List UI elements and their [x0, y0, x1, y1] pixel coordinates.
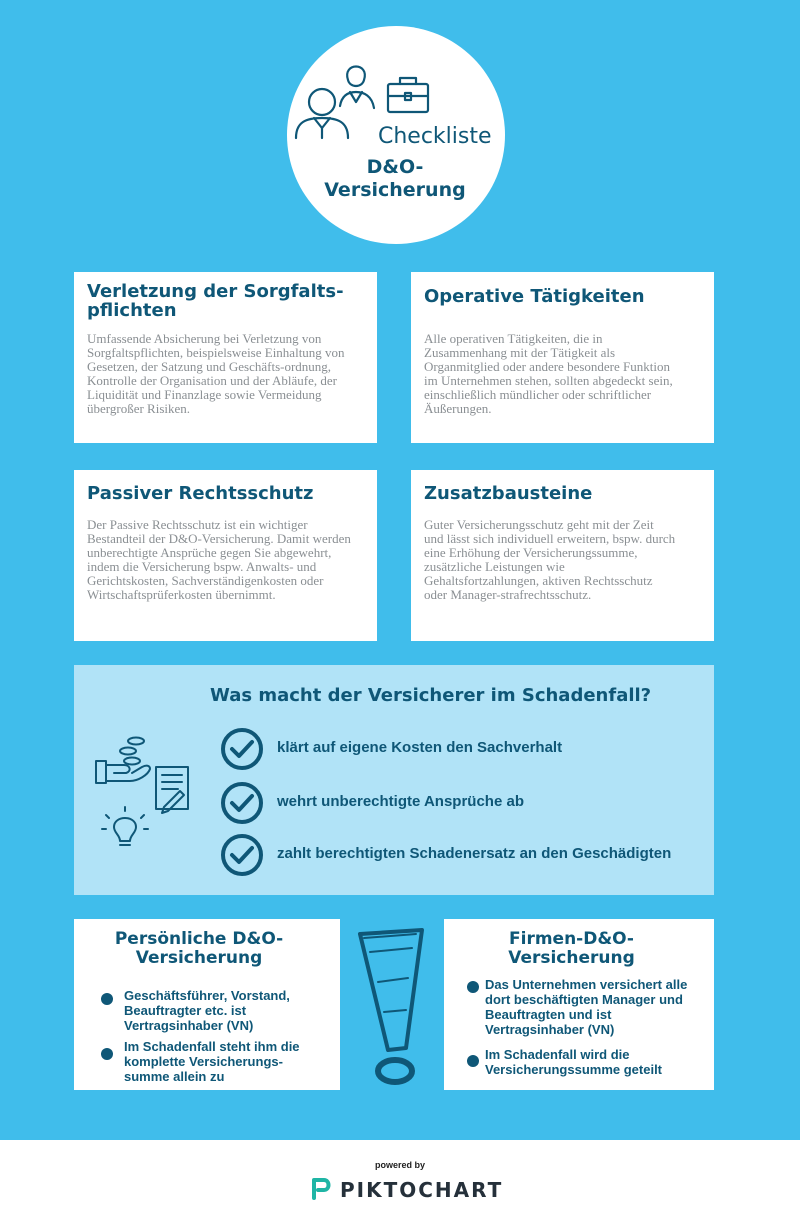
- company-do-card: [444, 919, 714, 1090]
- claims-item-text: zahlt berechtigten Schadenersatz an den Geschädigten: [277, 845, 672, 862]
- company-bullet: Das Unternehmen versichert alle dort beschäftigten Manager und Beauftragten und ist Vertragsinhaber (VN): [485, 977, 688, 1037]
- card-text: Alle operativen Tätigkeiten, die in Zusammenhang mit der Tätigkeit als Organmitglied oder andere besondere Funktion im Unternehmen stehen, sollten abgedeckt sein, einschließlich mündlicher oder schriftlicher Äußerungen.: [424, 331, 673, 416]
- piktochart-brand[interactable]: PIKTOCHART: [340, 1178, 504, 1202]
- card-title: Passiver Rechtsschutz: [87, 483, 314, 504]
- card-sorgfaltspflichten: [74, 272, 377, 443]
- checkmark-circle-icon: [220, 727, 264, 771]
- exclamation-mark-icon: [356, 922, 428, 1088]
- card-operative-taetigkeiten: [411, 272, 714, 443]
- header-title: D&O-Versicherung: [324, 156, 466, 201]
- claims-item-text: wehrt unberechtigte Ansprüche ab: [277, 793, 524, 810]
- powered-by-label: powered by: [374, 1160, 425, 1170]
- card-title: Verletzung der Sorgfalts-pflichten: [87, 281, 344, 321]
- claims-item-text: klärt auf eigene Kosten den Sachverhalt: [277, 739, 563, 756]
- card-passiver-rechtsschutz: [74, 470, 377, 641]
- company-bullet: Im Schadenfall wird die Versicherungssumme geteilt: [485, 1047, 663, 1077]
- checkmark-circle-icon: [220, 833, 264, 877]
- card-text: Umfassende Absicherung bei Verletzung von Sorgfaltspflichten, beispielsweise Einhaltung von Gesetzen, der Satzung und Geschäfts-ordnung, Kontrolle der Organisation und der Abläufe, der Liquidität und Finanzlage sowie Vermeidung übergroßer Risiken.: [87, 331, 345, 416]
- piktochart-logo-icon: [310, 1176, 332, 1200]
- company-title: Firmen-D&O-Versicherung: [508, 929, 635, 968]
- header-subtitle: Checkliste: [378, 124, 492, 149]
- claims-item: [220, 833, 700, 875]
- claims-panel: [74, 665, 714, 895]
- bullet-dot: [101, 1048, 113, 1060]
- card-text: Der Passive Rechtsschutz ist ein wichtiger Bestandteil der D&O-Versicherung. Damit werden unberechtigte Ansprüche gegen Sie abgewehrt, indem die Versicherung bspw. Anwalts- und Gerichtskosten, Sachverständigenkosten oder Wirtschaftsprüferkosten übernimmt.: [87, 517, 351, 602]
- bullet-dot: [467, 981, 479, 993]
- card-title: Zusatzbausteine: [424, 483, 593, 504]
- hand-coins-document-lightbulb-icon: [94, 735, 198, 847]
- personal-title: Persönliche D&O-Versicherung: [114, 929, 284, 968]
- claims-title: Was macht der Versicherer im Schadenfall?: [210, 685, 652, 706]
- claims-item: [220, 727, 700, 769]
- checkmark-circle-icon: [220, 781, 264, 825]
- personal-bullet: Geschäftsführer, Vorstand, Beauftragter etc. ist Vertragsinhaber (VN): [124, 988, 290, 1033]
- card-zusatzbausteine: [411, 470, 714, 641]
- bullet-dot: [101, 993, 113, 1005]
- personal-do-card: [74, 919, 340, 1090]
- card-title: Operative Tätigkeiten: [424, 286, 645, 307]
- bullet-dot: [467, 1055, 479, 1067]
- card-text: Guter Versicherungsschutz geht mit der Zeit und lässt sich individuell erweitern, bspw. durch eine Erhöhung der Versicherungssumme, zusätzliche Leistungen wie Gehaltsfortzahlungen, aktiven Rechtsschutz oder Manager-strafrechtsschutz.: [424, 517, 676, 602]
- personal-bullet: Im Schadenfall steht ihm die komplette Versicherungs-summe allein zu: [124, 1039, 300, 1084]
- claims-item: [220, 781, 700, 823]
